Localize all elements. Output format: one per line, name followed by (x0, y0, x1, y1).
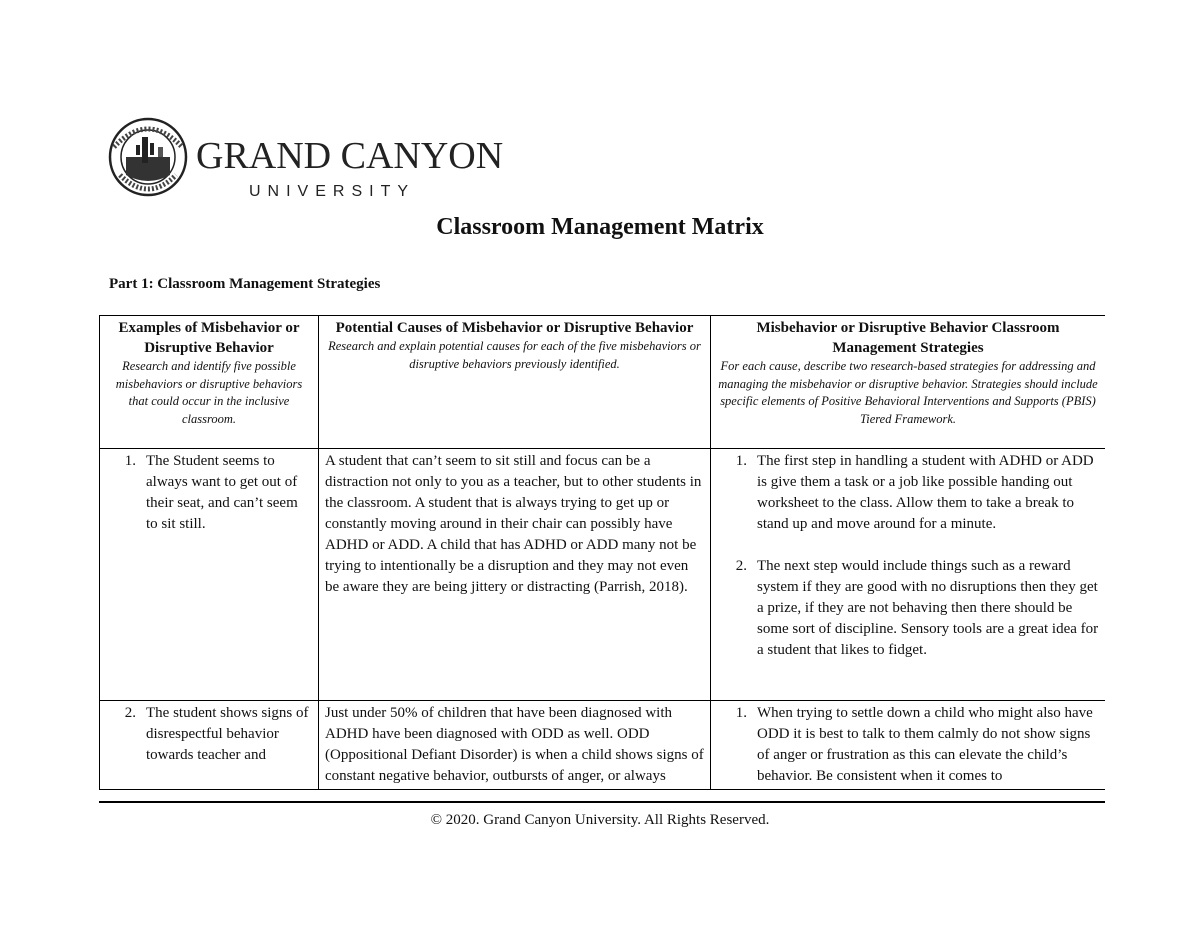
table-row (100, 449, 1106, 701)
column-instruction: For each cause, describe two research-based strategies for addressing and managing the misbehavior or disruptive behavior. Strategies should include specific elements of Positive Behavioral Interventions and Supports (PBIS) Tiered Framework. (718, 359, 1098, 426)
column-header-behavior (100, 316, 319, 449)
table-header-row (100, 316, 1106, 449)
logo-subtitle: UNIVERSITY (249, 183, 416, 200)
behavior-text: The student shows signs of disrespectful behavior towards teacher and (146, 705, 309, 763)
cause-cell (319, 701, 711, 790)
cause-text: Just under 50% of children that have been diagnosed with ADHD have been diagnosed with ODD as well. ODD (Oppositional Defiant Disorder) is when a child shows signs of constant negative behavior, outbursts of anger, or always (325, 705, 704, 784)
table-row (100, 701, 1106, 790)
classroom-management-matrix (99, 315, 1105, 790)
strategies-cell (711, 701, 1106, 790)
university-logo (106, 117, 504, 200)
strategy-text: When trying to settle down a child who might also have ODD it is best to talk to them calmly do not show signs of anger or frustration as this can elevate the child’s behavior. Be consistent when it comes to (757, 705, 1093, 784)
strategy-number: 1. (735, 705, 747, 721)
document-title: Classroom Management Matrix (436, 214, 764, 240)
strategy-number: 2. (735, 558, 747, 574)
behavior-text: The Student seems to always want to get out of their seat, and can’t seem to sit still. (146, 453, 298, 532)
strategies-cell (711, 449, 1106, 701)
strategy-number: 1. (735, 453, 747, 469)
behavior-number: 1. (124, 453, 136, 469)
column-header-causes (319, 316, 711, 449)
cause-cell (319, 449, 711, 701)
column-heading: Examples of Misbehavior or Disruptive Behavior (118, 320, 300, 356)
strategy-text: The next step would include things such as a reward system if they are good with no disruptions then they get a prize, if they are not behaving then there should be some sort of discipline. Sensory tools are a great idea for a student that likes to fidget. (757, 558, 1099, 658)
cause-text: A student that can’t seem to sit still and focus can be a distraction not only to you as a teacher, but to other students in the classroom. A student that is always trying to get up or constantly moving around in their chair can possibly have ADHD or ADD. A child that has ADHD or ADD many not be trying to intentionally be a disruption and they may not even be aware they are being jittery or distracting (Parrish, 2018). (325, 453, 702, 595)
column-heading: Misbehavior or Disruptive Behavior Classroom Management Strategies (756, 320, 1060, 356)
university-seal-icon (106, 117, 190, 201)
behavior-cell (100, 701, 319, 790)
copyright-footer: © 2020. Grand Canyon University. All Rights Reserved. (430, 812, 770, 828)
behavior-number: 2. (124, 705, 136, 721)
column-heading: Potential Causes of Misbehavior or Disruptive Behavior (335, 320, 694, 336)
logo-name: GRAND CANYON (196, 135, 504, 177)
matrix-table-container (99, 315, 1105, 803)
column-instruction: Research and identify five possible misbehaviors or disruptive behaviors that could occur in the inclusive classroom. (115, 359, 303, 426)
strategy-text: The first step in handling a student with ADHD or ADD is give them a task or a job like possible handing out worksheet to the class. Allow them to take a break to stand up and move around for a minute. (757, 453, 1094, 532)
behavior-cell (100, 449, 319, 701)
column-instruction: Research and explain potential causes for each of the five misbehaviors or disruptive behaviors previously identified. (328, 339, 701, 371)
column-header-strategies (711, 316, 1106, 449)
part-heading: Part 1: Classroom Management Strategies (109, 276, 381, 292)
